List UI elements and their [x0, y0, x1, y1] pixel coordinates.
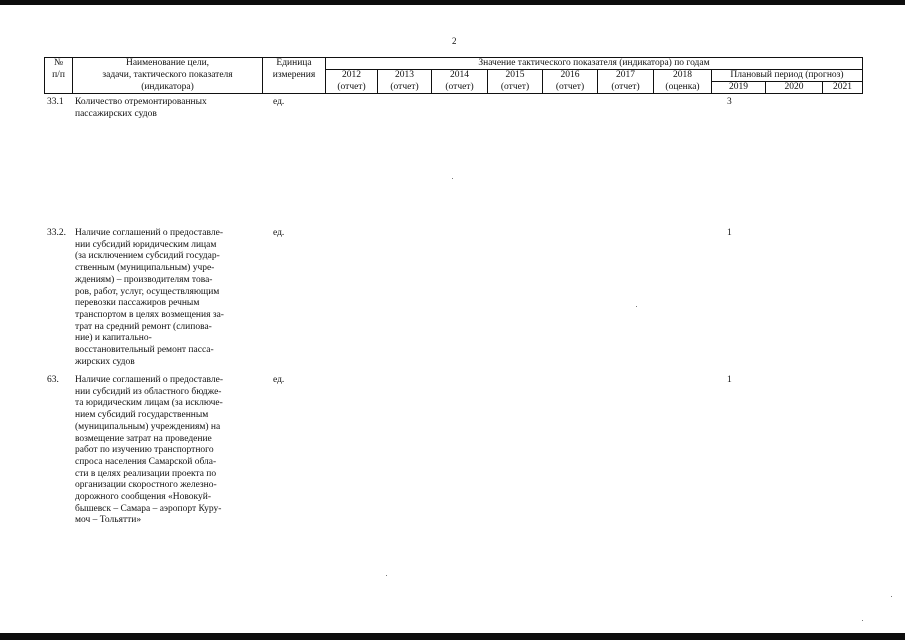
scan-bottom-edge	[0, 633, 905, 640]
header-year-2017: 2017	[598, 70, 654, 82]
row-number: 33.2.	[47, 228, 66, 238]
scan-speck	[862, 620, 863, 621]
indicator-name-line: (за исключением субсидий государ-	[75, 251, 220, 262]
scan-top-edge	[0, 0, 905, 5]
header-year-2018: 2018	[654, 70, 712, 82]
indicator-name-line: восстановительный ремонт пасса-	[75, 345, 214, 356]
indicator-name-line: нии субсидий из областного бюдже-	[75, 386, 222, 397]
header-status-2015: (отчет)	[488, 82, 543, 94]
indicator-name-line: работ по изучению транспортного	[75, 445, 214, 456]
header-year-2013: 2013	[378, 70, 432, 82]
indicator-name-line: Количество отремонтированных	[75, 97, 207, 107]
indicator-name-line: ние) и капитально-	[75, 333, 152, 344]
indicator-name-line: жирских судов	[75, 356, 135, 367]
unit-of-measure: ед.	[273, 97, 285, 107]
header-year-2015: 2015	[488, 70, 543, 82]
unit-of-measure: ед.	[273, 375, 285, 385]
indicator-name-line: нии субсидий юридическим лицам	[75, 239, 217, 250]
indicator-name-line: ственным (муниципальным) учре-	[75, 263, 215, 274]
indicator-name-line: бышевск – Самара – аэропорт Куру-	[75, 503, 222, 514]
indicator-name-line: моч – Тольятти»	[75, 515, 142, 526]
header-status-2012: (отчет)	[326, 82, 378, 94]
header-values-title: Значение тактического показателя (индикатора) по годам	[326, 58, 863, 70]
header-unit-line3	[263, 82, 326, 94]
value-2019: 3	[727, 97, 732, 107]
indicator-name-line: нием субсидий государственным	[75, 410, 209, 421]
header-year-2016: 2016	[543, 70, 598, 82]
header-num-line2: п/п	[45, 70, 73, 82]
header-year-2012: 2012	[326, 70, 378, 82]
indicator-name-line: транспортом в целях возмещения за-	[75, 309, 224, 320]
indicator-name-line: перевозки пассажиров речным	[75, 298, 200, 309]
indicator-name-line: трат на средний ремонт (слипова-	[75, 321, 212, 332]
table-header	[44, 57, 863, 94]
indicator-name-line: (муниципальным) учреждениям) на	[75, 421, 221, 432]
header-unit-line1: Единица	[263, 58, 326, 70]
scan-speck	[386, 575, 387, 576]
header-status-2018: (оценка)	[654, 82, 712, 94]
header-status-2017: (отчет)	[598, 82, 654, 94]
header-plan-year-2021: 2021	[823, 82, 863, 94]
header-status-2014: (отчет)	[432, 82, 488, 94]
indicator-name-line: организации скоростного железно-	[75, 480, 217, 491]
value-2019: 1	[727, 375, 732, 385]
header-name-line1: Наименование цели,	[73, 58, 263, 70]
header-plan-title: Плановый период (прогноз)	[712, 70, 863, 82]
header-plan-year-2019: 2019	[712, 82, 766, 94]
indicator-name-line: ров, работ, услуг, осуществляющим	[75, 286, 220, 297]
row-number: 63.	[47, 375, 59, 385]
unit-of-measure: ед.	[273, 228, 285, 238]
header-name-line3: (индикатора)	[73, 82, 263, 94]
indicator-name-line: пассажирских судов	[75, 108, 157, 119]
indicator-name-line: Наличие соглашений о предоставле-	[75, 375, 223, 385]
indicator-name-line: сти в целях реализации проекта по	[75, 468, 217, 479]
header-num-line3	[45, 82, 73, 94]
header-plan-year-2020: 2020	[766, 82, 823, 94]
indicator-name-line: та юридическим лицам (за исключе-	[75, 398, 223, 409]
value-2019: 1	[727, 228, 732, 238]
indicator-name	[75, 97, 251, 120]
header-status-2013: (отчет)	[378, 82, 432, 94]
indicator-name-line: спроса населения Самарской обла-	[75, 456, 217, 467]
row-number: 33.1	[47, 97, 64, 107]
indicator-name	[75, 228, 251, 368]
scan-speck	[636, 306, 637, 307]
scan-speck	[891, 596, 892, 597]
page-number: 2	[452, 36, 457, 46]
header-year-2014: 2014	[432, 70, 488, 82]
header-status-2016: (отчет)	[543, 82, 598, 94]
header-unit-line2: измерения	[263, 70, 326, 82]
indicator-name-line: ждениям) – производителям това-	[75, 274, 213, 285]
header-name-line2: задачи, тактического показателя	[73, 70, 263, 82]
indicator-name	[75, 375, 251, 527]
scan-speck	[452, 178, 453, 179]
indicator-name-line: Наличие соглашений о предоставле-	[75, 228, 223, 238]
indicator-name-line: возмещение затрат на проведение	[75, 433, 212, 444]
indicator-name-line: дорожного сообщения «Новокуй-	[75, 492, 212, 503]
header-num-line1: №	[45, 58, 73, 70]
